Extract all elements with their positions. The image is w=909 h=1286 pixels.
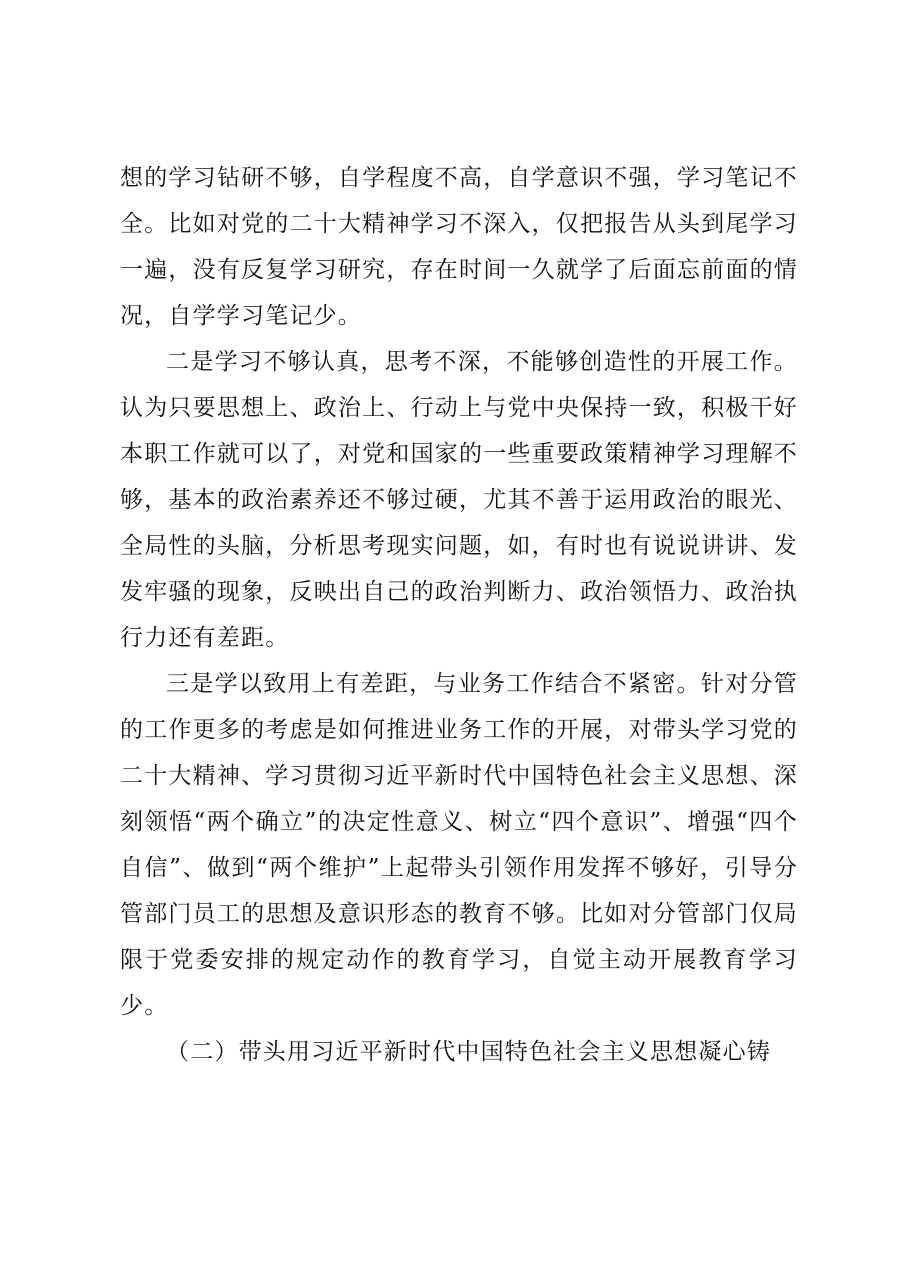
paragraph-point-two: 二是学习不够认真，思考不深，不能够创造性的开展工作。认为只要思想上、政治上、行动上与党中央保持一致，积极干好本职工作就可以了，对党和国家的一些重要政策精神学习理解不够，基本的政治素养还不够过硬，尤其不善于运用政治的眼光、全局性的头脑，分析思考现实问题，如，有时也有说说讲讲、发发牢骚的现象，反映出自己的政治判断力、政治领悟力、政治执行力还有差距。 [120,349,798,651]
section-heading-two: （二）带头用习近平新时代中国特色社会主义思想凝心铸 [166,1039,771,1065]
document-body [120,155,798,1075]
paragraph-point-three: 三是学以致用上有差距，与业务工作结合不紧密。针对分管的工作更多的考虑是如何推进业务工作的开展，对带头学习党的二十大精神、学习贯彻习近平新时代中国特色社会主义思想、深刻领悟“两个确立”的决定性意义、树立“四个意识”、增强“四个自信”、做到“两个维护”上起带头引领作用发挥不够好，引导分管部门员工的思想及意识形态的教育不够。比如对分管部门仅局限于党委安排的规定动作的教育学习，自觉主动开展教育学习少。 [120,671,798,1019]
paragraph-continuation: 想的学习钻研不够，自学程度不高，自学意识不强，学习笔记不全。比如对党的二十大精神学习不深入，仅把报告从头到尾学习一遍，没有反复学习研究，存在时间一久就学了后面忘前面的情况，自学学习笔记少。 [120,165,798,329]
